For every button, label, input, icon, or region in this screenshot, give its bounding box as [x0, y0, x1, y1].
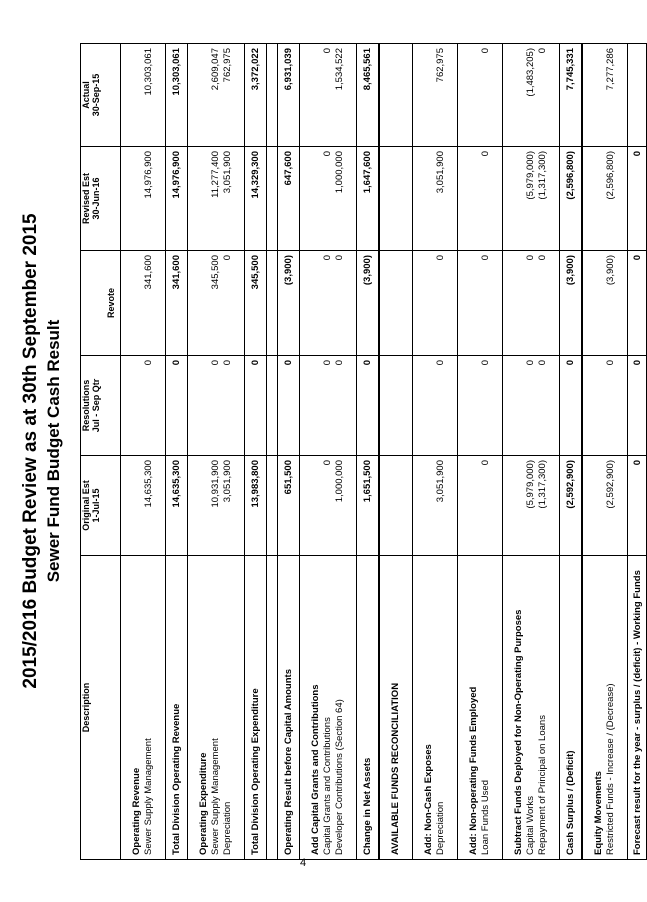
section-capital-grants: Add Capital Grants and Contributions	[310, 556, 322, 860]
col-resolutions: Resolutions Jul - Sep Qtr	[81, 356, 121, 456]
col-description: Description	[81, 556, 121, 860]
table-row: Developer Contributions (Section 64) 1,000,000 0 0 1,000,000 1,534,522	[334, 44, 346, 860]
table-row: Restricted Funds - Increase / (Decrease) (2,592,900) 0 (3,900) (2,596,800) 7,277,286	[605, 44, 617, 860]
table-row: Loan Funds Used 0 0 0 0 0	[480, 44, 492, 860]
section-operating-expenditure: Operating Expenditure	[198, 556, 210, 860]
page-number: 4	[300, 857, 307, 869]
table-row-total-revenue: Total Division Operating Revenue 14,635,300 0 341,600 14,976,900 10,303,061	[166, 44, 188, 860]
col-original-est: Original Est 1-Jul-15	[81, 456, 121, 556]
table-row: Depreciation 3,051,900 0 0 3,051,900 762,975	[222, 44, 234, 860]
section-equity-movements: Equity Movements	[593, 556, 605, 860]
report-subtitle: Sewer Fund Budget Cash Result	[44, 319, 63, 583]
col-actual: Actual 30-Sep-15	[81, 44, 121, 147]
table-row-cash-surplus: Cash Surplus / (Deficit) (2,592,900) 0 (3,900) (2,596,800) 7,745,331	[560, 44, 583, 860]
table-row: Sewer Supply Management 10,931,900 0 345,500 11,277,400 2,609,047	[210, 44, 222, 860]
budget-table	[80, 43, 647, 860]
table-row: Capital Grants and Contributions 0 0 0 0 0	[322, 44, 334, 860]
table-row-operating-result: Operating Result before Capital Amounts 651,500 0 (3,900) 647,600 6,931,039	[278, 44, 300, 860]
section-available-funds: AVAILABLE FUNDS RECONCILIATION	[390, 556, 402, 860]
report-title: 2015/2016 Budget Review as at 30th September 2015	[20, 213, 41, 689]
table-row-forecast: Forecast result for the year - surplus / (deficit) - Working Funds 0 0 0 0	[628, 44, 647, 860]
table-row: Repayment of Principal on Loans (1,317,300) 0 0 (1,317,300) 0	[537, 44, 549, 860]
table-row: Capital Works (5,979,000) 0 0 (5,979,000) (1,483,205)	[525, 44, 537, 860]
table-header	[81, 44, 121, 860]
section-non-cash: Add: Non-Cash Exposes	[423, 556, 435, 860]
section-subtract-funds: Subtract Funds Deployed for Non-Operating Purposes	[513, 556, 525, 860]
table-row-net-assets: Change in Net Assets 1,651,500 0 (3,900) 1,647,600 8,465,561	[357, 44, 380, 860]
table-row: Depreciation 3,051,900 0 0 3,051,900 762,975	[435, 44, 447, 860]
section-operating-revenue: Operating Revenue	[131, 556, 143, 860]
col-revote: Revote	[81, 251, 121, 356]
section-non-operating: Add: Non-operating Funds Employed	[468, 556, 480, 860]
col-revised-est: Revised Est 30-Jun-16	[81, 147, 121, 251]
table-row-total-expenditure: Total Division Operating Expenditure 13,983,800 0 345,500 14,329,300 3,372,022	[245, 44, 267, 860]
table-row: Sewer Supply Management 14,635,300 0 341,600 14,976,900 10,303,061	[143, 44, 155, 860]
